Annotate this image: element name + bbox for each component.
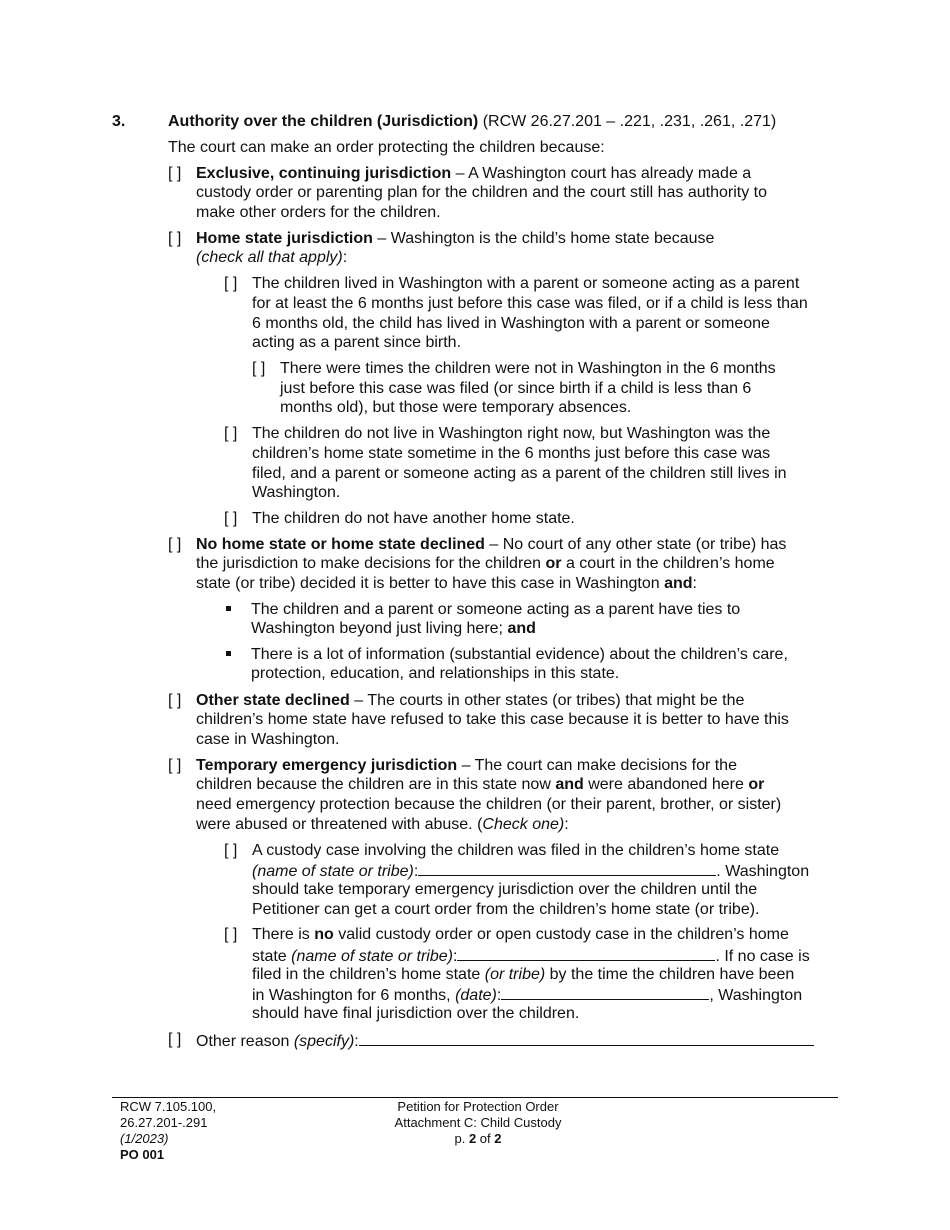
temporary-a-line-4: Petitioner can get a court order from the children’s home state (or tribe). — [252, 901, 760, 918]
exclusive-line-2: custody order or parenting plan for the children and the court still has authority to — [196, 184, 767, 201]
temporary-line-3: need emergency protection because the children (or their parent, brother, or sister) — [196, 796, 782, 813]
other-reason-line — [196, 1030, 814, 1051]
temporary-text-4a: were abused or threatened with abuse. ( — [196, 816, 483, 833]
footer-page-number — [328, 1131, 628, 1147]
temporary-b-line-3 — [252, 965, 794, 984]
home-state-line-1 — [196, 229, 714, 248]
exclusive-line-3: make other orders for the children. — [196, 204, 441, 221]
temporary-b-date-label: (date) — [455, 987, 497, 1004]
temporary-b-line-5: should have final jurisdiction over the children. — [252, 1005, 580, 1022]
bullet-icon — [226, 651, 231, 656]
other-declined-line-1 — [196, 691, 744, 710]
section-heading-ref: (RCW 26.27.201 – .221, .231, .261, .271) — [478, 113, 777, 130]
home-state-b-line-2: children’s home state sometime in the 6 months just before this case was — [252, 445, 771, 462]
checkbox-other-reason[interactable]: [ ] — [168, 1031, 182, 1048]
section-intro: The court can make an order protecting the children because: — [168, 139, 605, 156]
temporary-b-line-4 — [252, 984, 802, 1005]
footer-attachment: Attachment C: Child Custody — [394, 1115, 562, 1130]
temporary-b-line-1 — [252, 925, 789, 944]
other-reason-colon: : — [354, 1033, 359, 1050]
temporary-b-state-label: (name of state or tribe) — [291, 948, 453, 965]
home-state-a-sub-line-1: There were times the children were not in Washington in the 6 months — [280, 360, 776, 377]
temporary-a-colon: : — [413, 863, 419, 880]
date-input[interactable] — [501, 984, 709, 1000]
checkbox-custody-case-filed[interactable]: [ ] — [224, 842, 238, 859]
other-reason-input[interactable] — [359, 1030, 814, 1046]
temporary-b-date-colon: : — [496, 987, 502, 1004]
temporary-b-text-4a: in Washington for 6 months, — [252, 987, 456, 1004]
no-home-text-1: – No court of any other state (or tribe) has — [484, 536, 787, 553]
home-state-a-line-4: acting as a parent since birth. — [252, 334, 462, 351]
home-state-title: Home state jurisdiction — [196, 230, 373, 247]
other-declined-line-3: case in Washington. — [196, 731, 340, 748]
no-home-bullet-1-text: Washington beyond just living here; — [251, 620, 508, 637]
temporary-a-line-2 — [252, 860, 809, 881]
temporary-a-line-1: A custody case involving the children was filed in the children’s home state — [252, 842, 780, 859]
other-declined-line-2: children’s home state have refused to take this case because it is better to have this — [196, 711, 789, 728]
home-state-colon: : — [342, 249, 348, 266]
no-home-bullet-2-line-1: There is a lot of information (substantial evidence) about the children’s care, — [251, 646, 788, 663]
checkbox-temporary-absences[interactable]: [ ] — [252, 360, 266, 377]
checkbox-no-home-state[interactable]: [ ] — [168, 536, 182, 553]
checkbox-other-state-declined[interactable]: [ ] — [168, 692, 182, 709]
other-reason-label: Other reason — [196, 1033, 294, 1050]
checkbox-home-state[interactable]: [ ] — [168, 230, 182, 247]
no-home-bullet-1-line-1: The children and a parent or someone acting as a parent have ties to — [251, 601, 741, 618]
exclusive-title: Exclusive, continuing jurisdiction — [196, 165, 452, 182]
checkbox-home-state-former[interactable]: [ ] — [224, 425, 238, 442]
no-home-text-3a: state (or tribe) decided it is better to have this case in Washington — [196, 575, 665, 592]
temporary-line-1 — [196, 756, 737, 775]
temporary-b-text-2a: state — [252, 948, 292, 965]
footer-page-p: p. — [454, 1131, 469, 1146]
home-state-b-line-3: filed, and a parent or someone acting as a parent of the children still lives in — [252, 465, 787, 482]
footer-form-title: Petition for Protection Order — [397, 1099, 559, 1114]
home-state-b-line-4: Washington. — [252, 484, 341, 501]
no-home-title: No home state or home state declined — [196, 536, 485, 553]
state-or-tribe-input[interactable] — [457, 945, 715, 961]
home-state-b-line-1: The children do not live in Washington right now, but Washington was the — [252, 425, 771, 442]
temporary-text-2a: children because the children are in this state now — [196, 776, 556, 793]
no-home-text-2a: the jurisdiction to make decisions for the children — [196, 555, 546, 572]
temporary-a-state-label: (name of state or tribe) — [252, 863, 414, 880]
home-state-c-line: The children do not have another home state. — [252, 510, 575, 527]
section-heading — [168, 112, 776, 131]
temporary-b-text-4-after: , Washington — [709, 987, 803, 1004]
temporary-check-one: Check one) — [482, 816, 565, 833]
home-state-a-line-3: 6 months old, the child has lived in Washington with a parent or someone — [252, 315, 770, 332]
section-number: 3. — [112, 113, 126, 130]
checkbox-temporary-emergency[interactable]: [ ] — [168, 757, 182, 774]
home-state-a-sub-line-2: just before this case was filed (or since birth if a child is less than 6 — [280, 380, 752, 397]
temporary-text-1: – The court can make decisions for the — [457, 757, 737, 774]
footer-page-of: of — [476, 1131, 495, 1146]
checkbox-no-other-home-state[interactable]: [ ] — [224, 510, 238, 527]
temporary-text-4b: : — [564, 816, 569, 833]
other-declined-title: Other state declined — [196, 692, 350, 709]
no-home-or: or — [545, 555, 562, 572]
footer-form-number: PO 001 — [120, 1147, 165, 1162]
temporary-b-text-after: . If no case is — [715, 948, 810, 965]
temporary-b-line-2 — [252, 945, 810, 966]
temporary-title: Temporary emergency jurisdiction — [196, 757, 458, 774]
exclusive-line-1 — [196, 164, 751, 183]
footer-divider — [112, 1097, 838, 1098]
home-state-text-1: – Washington is the child’s home state because — [372, 230, 715, 247]
temporary-b-text-1a: There is — [252, 926, 315, 943]
no-home-bullet-2-line-2: protection, education, and relationships in this state. — [251, 665, 620, 682]
temporary-text-2b: were abandoned here — [583, 776, 749, 793]
temporary-b-colon: : — [452, 948, 458, 965]
temporary-b-text-3a: filed in the children’s home state — [252, 966, 485, 983]
checkbox-home-state-lived[interactable]: [ ] — [224, 275, 238, 292]
exclusive-text-1: – A Washington court has already made a — [451, 165, 752, 182]
no-home-text-2b: a court in the children’s home — [561, 555, 775, 572]
checkbox-no-valid-custody[interactable]: [ ] — [224, 926, 238, 943]
temporary-b-text-1b: valid custody order or open custody case in the children’s home — [333, 926, 789, 943]
no-home-and: and — [664, 575, 693, 592]
state-or-tribe-input[interactable] — [418, 860, 716, 876]
home-state-a-line-1: The children lived in Washington with a parent or someone acting as a parent — [252, 275, 800, 292]
home-state-line-2 — [196, 248, 347, 267]
no-home-line-1 — [196, 535, 786, 554]
no-home-line-2 — [196, 554, 775, 573]
checkbox-exclusive-jurisdiction[interactable]: [ ] — [168, 165, 182, 182]
temporary-b-or-tribe: (or tribe) — [484, 966, 546, 983]
footer-page-current: 2 — [468, 1131, 477, 1146]
temporary-or: or — [748, 776, 765, 793]
temporary-a-line-3: should take temporary emergency jurisdiction over the children until the — [252, 881, 758, 898]
temporary-line-2 — [196, 775, 764, 794]
section-heading-title: Authority over the children (Jurisdiction) — [168, 113, 479, 130]
footer-revision-date: (1/2023) — [120, 1131, 169, 1146]
home-state-a-line-2: for at least the 6 months just before this case was filed, or if a child is less than — [252, 295, 808, 312]
temporary-b-text-3b: by the time the children have been — [545, 966, 795, 983]
temporary-and: and — [555, 776, 584, 793]
temporary-line-4 — [196, 815, 569, 834]
no-home-bullet-1-line-2 — [251, 619, 536, 638]
no-home-text-3b: : — [692, 575, 697, 592]
home-state-a-sub-line-3: months old), but those were temporary absences. — [280, 399, 632, 416]
other-declined-text-1: – The courts in other states (or tribes) that might be the — [349, 692, 745, 709]
no-home-bullet-1-and: and — [507, 620, 536, 637]
temporary-a-text-after: . Washington — [716, 863, 810, 880]
temporary-b-no: no — [314, 926, 334, 943]
bullet-icon — [226, 606, 231, 611]
footer-rcw-1: RCW 7.105.100, — [120, 1099, 217, 1114]
home-state-check-all: (check all that apply) — [196, 249, 343, 266]
footer-rcw-2: 26.27.201-.291 — [120, 1115, 208, 1130]
other-reason-specify: (specify) — [293, 1033, 355, 1050]
footer-page-total: 2 — [494, 1131, 502, 1146]
no-home-line-3 — [196, 574, 697, 593]
